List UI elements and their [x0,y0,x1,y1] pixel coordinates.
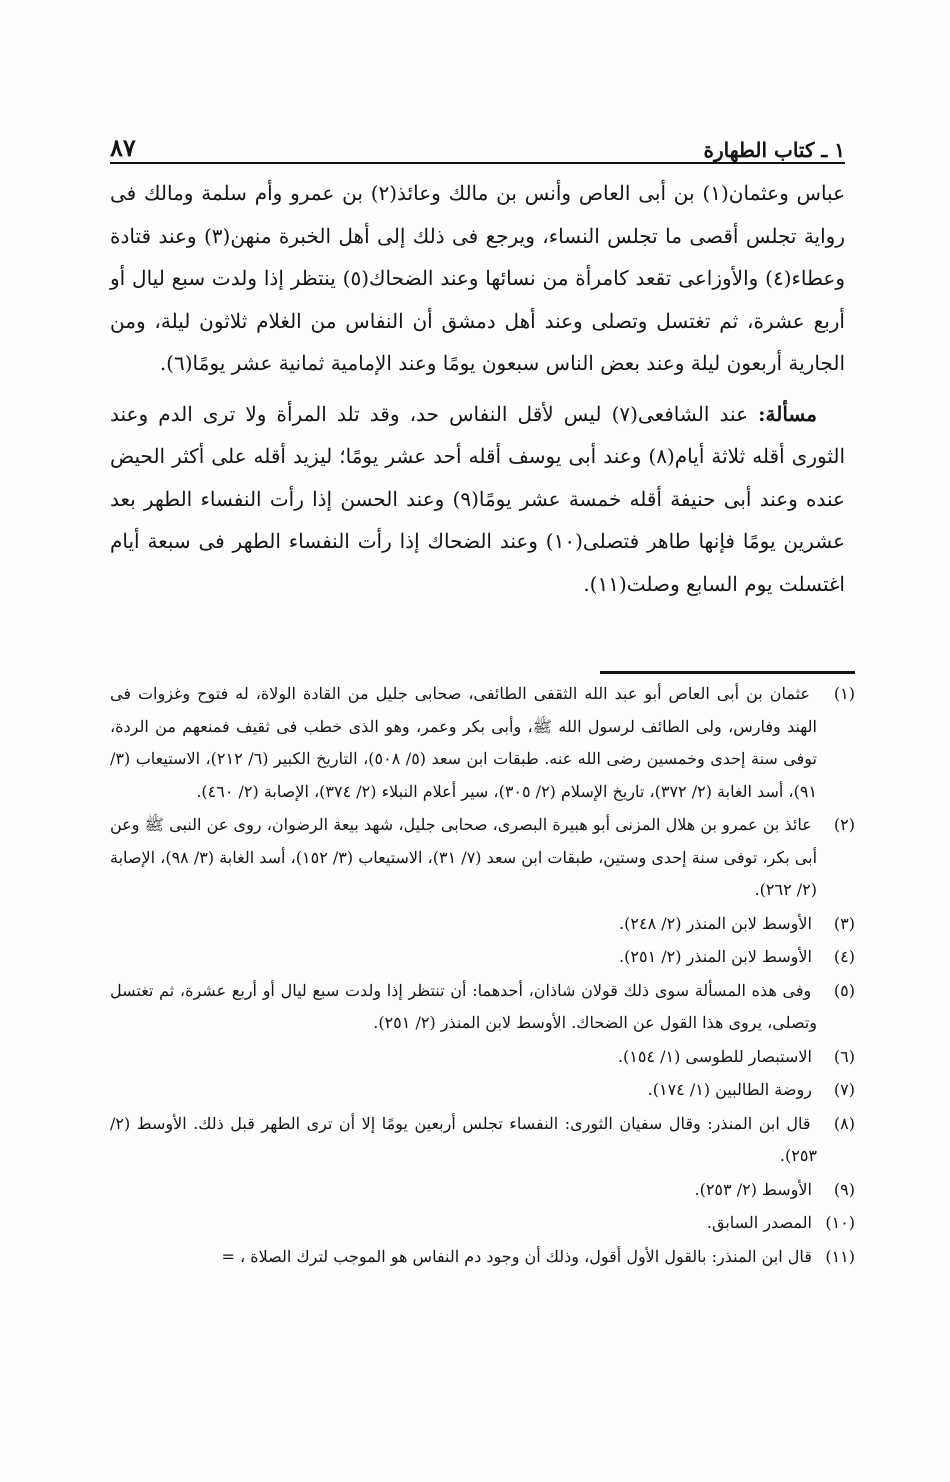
footnote [110,1174,855,1207]
header-divider [110,162,845,164]
footnote [110,809,855,907]
footnote-text: المصدر السابق. [706,1213,812,1232]
footnote [110,1041,855,1074]
footnote-number: (٣) [833,913,855,933]
footnote [110,1241,855,1274]
chapter-title: ١ ـ كتاب الطهارة [703,138,845,162]
footnote-number: (٥) [833,980,856,1000]
footnote [110,908,855,941]
footnote-divider [600,671,855,674]
footnote-text: قال ابن المنذر: بالقول الأول أقول، وذلك أن وجود دم النفاس هو الموجب لترك الصلاة ، = [221,1246,812,1266]
page-number: ٨٧ [110,133,136,162]
paragraph: عباس وعثمان(١) بن أبى العاص وأنس بن مالك وعائذ(٢) بن عمرو وأم سلمة ومالك فى رواية تجلس أقصى ما تجلس النساء، ويرجع فى ذلك إلى أهل الخبرة منهن(٣) وعند قتادة وعطاء(٤) والأوزاعى تقعد كامرأة من نسائها وعند الضحاك(٥) ينتظر إذا ولدت سبع ليال أو أربع عشرة، ثم تغتسل وتصلى وعند أهل دمشق أن النفاس من الغلام ثلاثون ليلة، ومن الجارية أربعون ليلة وعند بعض الناس سبعون يومًا وعند الإمامية ثمانية عشر يومًا(٦). [110,181,846,375]
footnote-number: (٢) [833,815,855,834]
footnote-text: الاستبصار للطوسى (١/ ١٥٤). [617,1046,812,1066]
footnote-text: روضة الطالبين (١/ ١٧٤). [647,1080,812,1099]
footnote-number: (١٠) [825,1213,855,1232]
footnote [110,1207,855,1240]
footnote-text: الأوسط (٢/ ٢٥٣). [694,1179,812,1199]
footnote-number: (٧) [833,1080,855,1099]
paragraph [110,393,845,606]
footnote [110,1074,855,1107]
paragraph-body: عند الشافعى(٧) ليس لأقل النفاس حد، وقد تلد المرأة ولا ترى الدم وعند الثورى أقله ثلاثة أيام(٨) وعند أبى يوسف أقله أحد عشر يومًا؛ ليزيد أقله على أكثر الحيض عنده وعند أبى حنيفة أقله خمسة عشر يومًا(٩) وعند الحسن إذا رأت النفساء الطهر بعد عشرين يومًا فإنها طاهر فتصلى(١٠) وعند الضحاك إذا رأت النفساء الطهر فى سبعة أيام اغتسلت يوم السابع وصلت(١١). [110,401,846,596]
issue-term: مسألة: [758,401,817,426]
footnote-text: الأوسط لابن المنذر (٢/ ٢٥١). [619,947,812,966]
footnotes [110,678,855,1274]
footnote [110,1108,855,1173]
footnote-number: (٨) [833,1113,855,1133]
footnote-text: عثمان بن أبى العاص أبو عبد الله الثقفى الطائفى، صحابى جليل من القادة الولاة، له فتوح وغزوات فى الهند وفارس، ولى الطائف لرسول الله ﷺ، وأبى بكر وعمر، وهو الذى خطب فى ثقيف فمنعهم من الردة، توفى سنة إحدى وخمسين رضى الله عنه. طبقات ابن سعد (٥/ ٥٠٨)، التاريخ الكبير (٦/ ٢١٢)، الاستيعاب (٣/ ٩١)، أسد الغابة (٢/ ٣٧٢)، تاريخ الإسلام (٢/ ٣٠٥)، سير أعلام النبلاء (٢/ ٣٧٤)، الإصابة (٢/ ٤٦٠). [110,684,818,801]
footnote-text: وفى هذه المسألة سوى ذلك قولان شاذان، أحدهما: أن تنتظر إذا ولدت سبع ليال أو أربع عشرة، ثم تغتسل وتصلى، يروى هذا القول عن الضحاك. الأوسط لابن المنذر (٢/ ٢٥١). [110,980,817,1032]
running-header [110,126,845,162]
footnote-number: (١) [833,684,855,703]
footnote-number: (٩) [833,1179,855,1199]
footnote-number: (٦) [833,1046,855,1066]
footnote-number: (٤) [833,947,855,966]
main-text [110,172,845,605]
footnote [110,941,855,974]
footnote [110,678,855,808]
footnote-text: الأوسط لابن المنذر (٢/ ٢٤٨). [619,913,812,933]
footnote-text: قال ابن المنذر: وقال سفيان الثورى: النفساء تجلس أربعين يومًا إلا أن ترى الطهر قبل ذلك. الأوسط (٢/ ٢٥٣). [110,1113,817,1165]
footnote-text: عائذ بن عمرو بن هلال المزنى أبو هبيرة البصرى، صحابى جليل، شهد بيعة الرضوان، روى عن النبى ﷺ وعن أبى بكر، توفى سنة إحدى وستين، طبقات ابن سعد (٧/ ٣١)، الاستيعاب (٣/ ١٥٢)، أسد الغابة (٣/ ٩٨)، الإصابة (٢/ ٢٦٢). [110,815,818,899]
footnote [110,975,855,1040]
footnote-number: (١١) [825,1246,855,1266]
